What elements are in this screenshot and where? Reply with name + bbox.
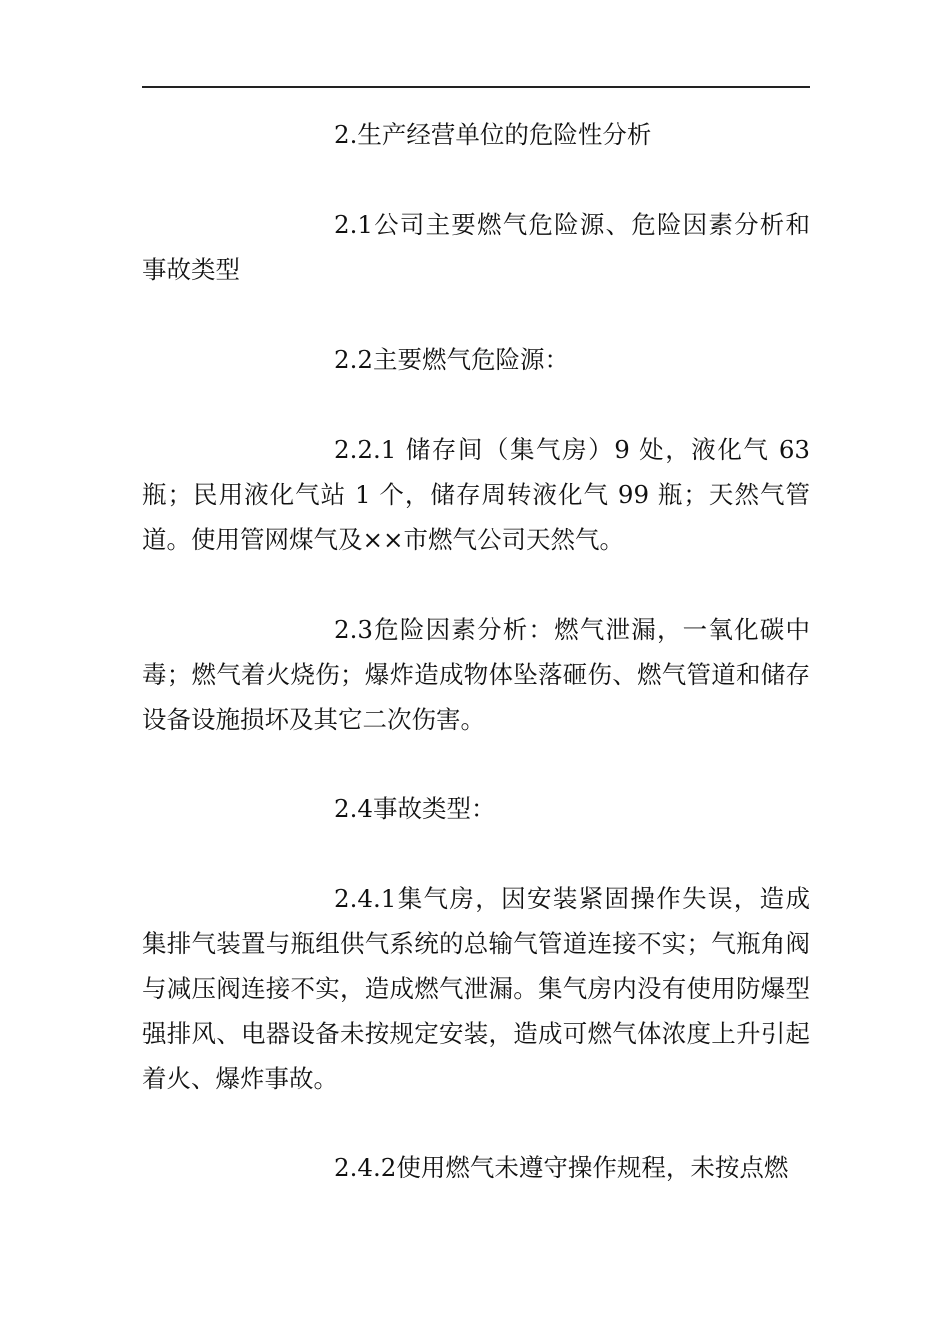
paragraph-2-4-1: 2.4.1集气房，因安装紧固操作失误，造成集排气装置与瓶组供气系统的总输气管道连接不实；气瓶角阀与减压阀连接不实，造成燃气泄漏。集气房内没有使用防爆型强排风、电器设备未按规定安装，造成可燃气体浓度上升引起着火、爆炸事故。: [142, 884, 810, 1093]
paragraph-2-4-2: 2.4.2使用燃气未遵守操作规程，未按点燃: [334, 1153, 789, 1182]
paragraph-2-2-1: 2.2.1 储存间（集气房）9 处，液化气 63 瓶；民用液化气站 1 个，储存周转液化气 99 瓶；天然气管道。使用管网煤气及××市燃气公司天然气。: [142, 435, 810, 554]
section-heading-2-4: 2.4事故类型：: [334, 794, 496, 823]
header-rule: [142, 86, 810, 88]
section-heading-2: 2.生产经营单位的危险性分析: [334, 120, 652, 149]
section-heading-2-2: 2.2主要燃气危险源：: [334, 345, 569, 374]
section-heading-2-1: 2.1公司主要燃气危险源、危险因素分析和事故类型: [142, 210, 810, 284]
paragraph-2-3: 2.3危险因素分析：燃气泄漏，一氧化碳中毒；燃气着火烧伤；爆炸造成物体坠落砸伤、燃气管道和储存设备设施损坏及其它二次伤害。: [142, 615, 810, 734]
